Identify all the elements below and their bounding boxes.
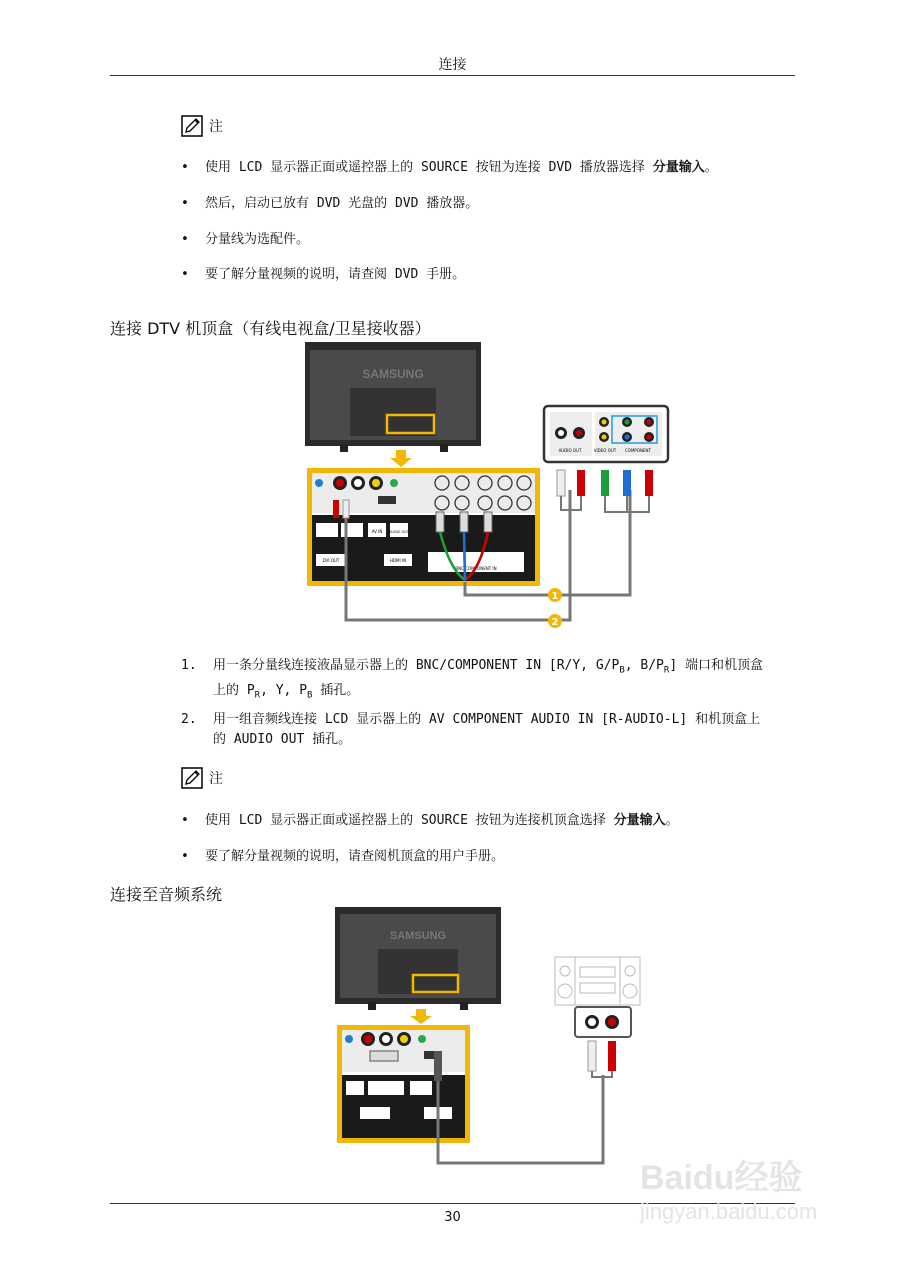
svg-text:HDMI IN: HDMI IN (389, 558, 407, 563)
list-item: • 分量线为选配件。 (181, 232, 310, 247)
down-arrow-icon (390, 450, 412, 467)
callout-2: 2 (551, 617, 559, 628)
note-pencil-icon (181, 115, 203, 137)
list-item: • 使用 LCD 显示器正面或遥控器上的 SOURCE 按钮为连接机顶盒选择 分量输入。 (181, 813, 679, 828)
note-label: 注 (209, 771, 223, 787)
svg-text:VIDEO OUT: VIDEO OUT (593, 448, 617, 453)
list-item: • 要了解分量视频的说明，请查阅机顶盒的用户手册。 (181, 849, 505, 864)
dtv-connection-diagram (300, 340, 680, 635)
svg-text:COMPONENT: COMPONENT (625, 448, 651, 453)
header-rule (110, 75, 795, 76)
down-arrow-icon (410, 1009, 432, 1024)
step-2: 2. 用一组音频线连接 LCD 显示器上的 AV COMPONENT AUDIO IN [R-AUDIO-L] 和机顶盒上 的 AUDIO OUT 插孔。 (181, 712, 761, 747)
callout-1: 1 (551, 591, 559, 602)
note-heading (181, 767, 223, 789)
page-number: 30 (444, 1210, 461, 1225)
svg-text:DVI OUT: DVI OUT (322, 558, 340, 563)
brand-logo: SAMSUNG (362, 367, 424, 381)
list-item: • 然后，启动已放有 DVD 光盘的 DVD 播放器。 (181, 196, 479, 211)
section-title-audio: 连接至音频系统 (110, 885, 223, 904)
step-1: 1. 用一条分量线连接液晶显示器上的 BNC/COMPONENT IN [R/Y, $G/P_B$, $B/P_R$] 端口和机顶盒 上的 $P_R$, Y, $P_B$ 插孔。 (181, 658, 763, 701)
brand-logo: SAMSUNG (389, 930, 447, 942)
list-item: • 要了解分量视频的说明，请查阅 DVD 手册。 (181, 267, 466, 282)
svg-text:AUDIO OUT: AUDIO OUT (388, 530, 410, 534)
watermark: Baidu经验 jingyan.baidu.com (640, 1159, 818, 1224)
audio-connection-diagram (330, 905, 650, 1170)
note-label: 注 (209, 119, 223, 135)
section-title-dtv: 连接 DTV 机顶盒（有线电视盒/卫星接收器） (110, 319, 431, 338)
svg-text:AV IN: AV IN (371, 529, 383, 534)
page-header: 连接 (438, 57, 467, 73)
note-pencil-icon (181, 767, 203, 789)
svg-text:BNC/COMPONENT IN: BNC/COMPONENT IN (455, 566, 497, 571)
note-heading (181, 115, 223, 137)
list-item: • 使用 LCD 显示器正面或遥控器上的 SOURCE 按钮为连接 DVD 播放器选择 分量输入。 (181, 160, 718, 175)
svg-text:AUDIO OUT: AUDIO OUT (558, 448, 582, 453)
